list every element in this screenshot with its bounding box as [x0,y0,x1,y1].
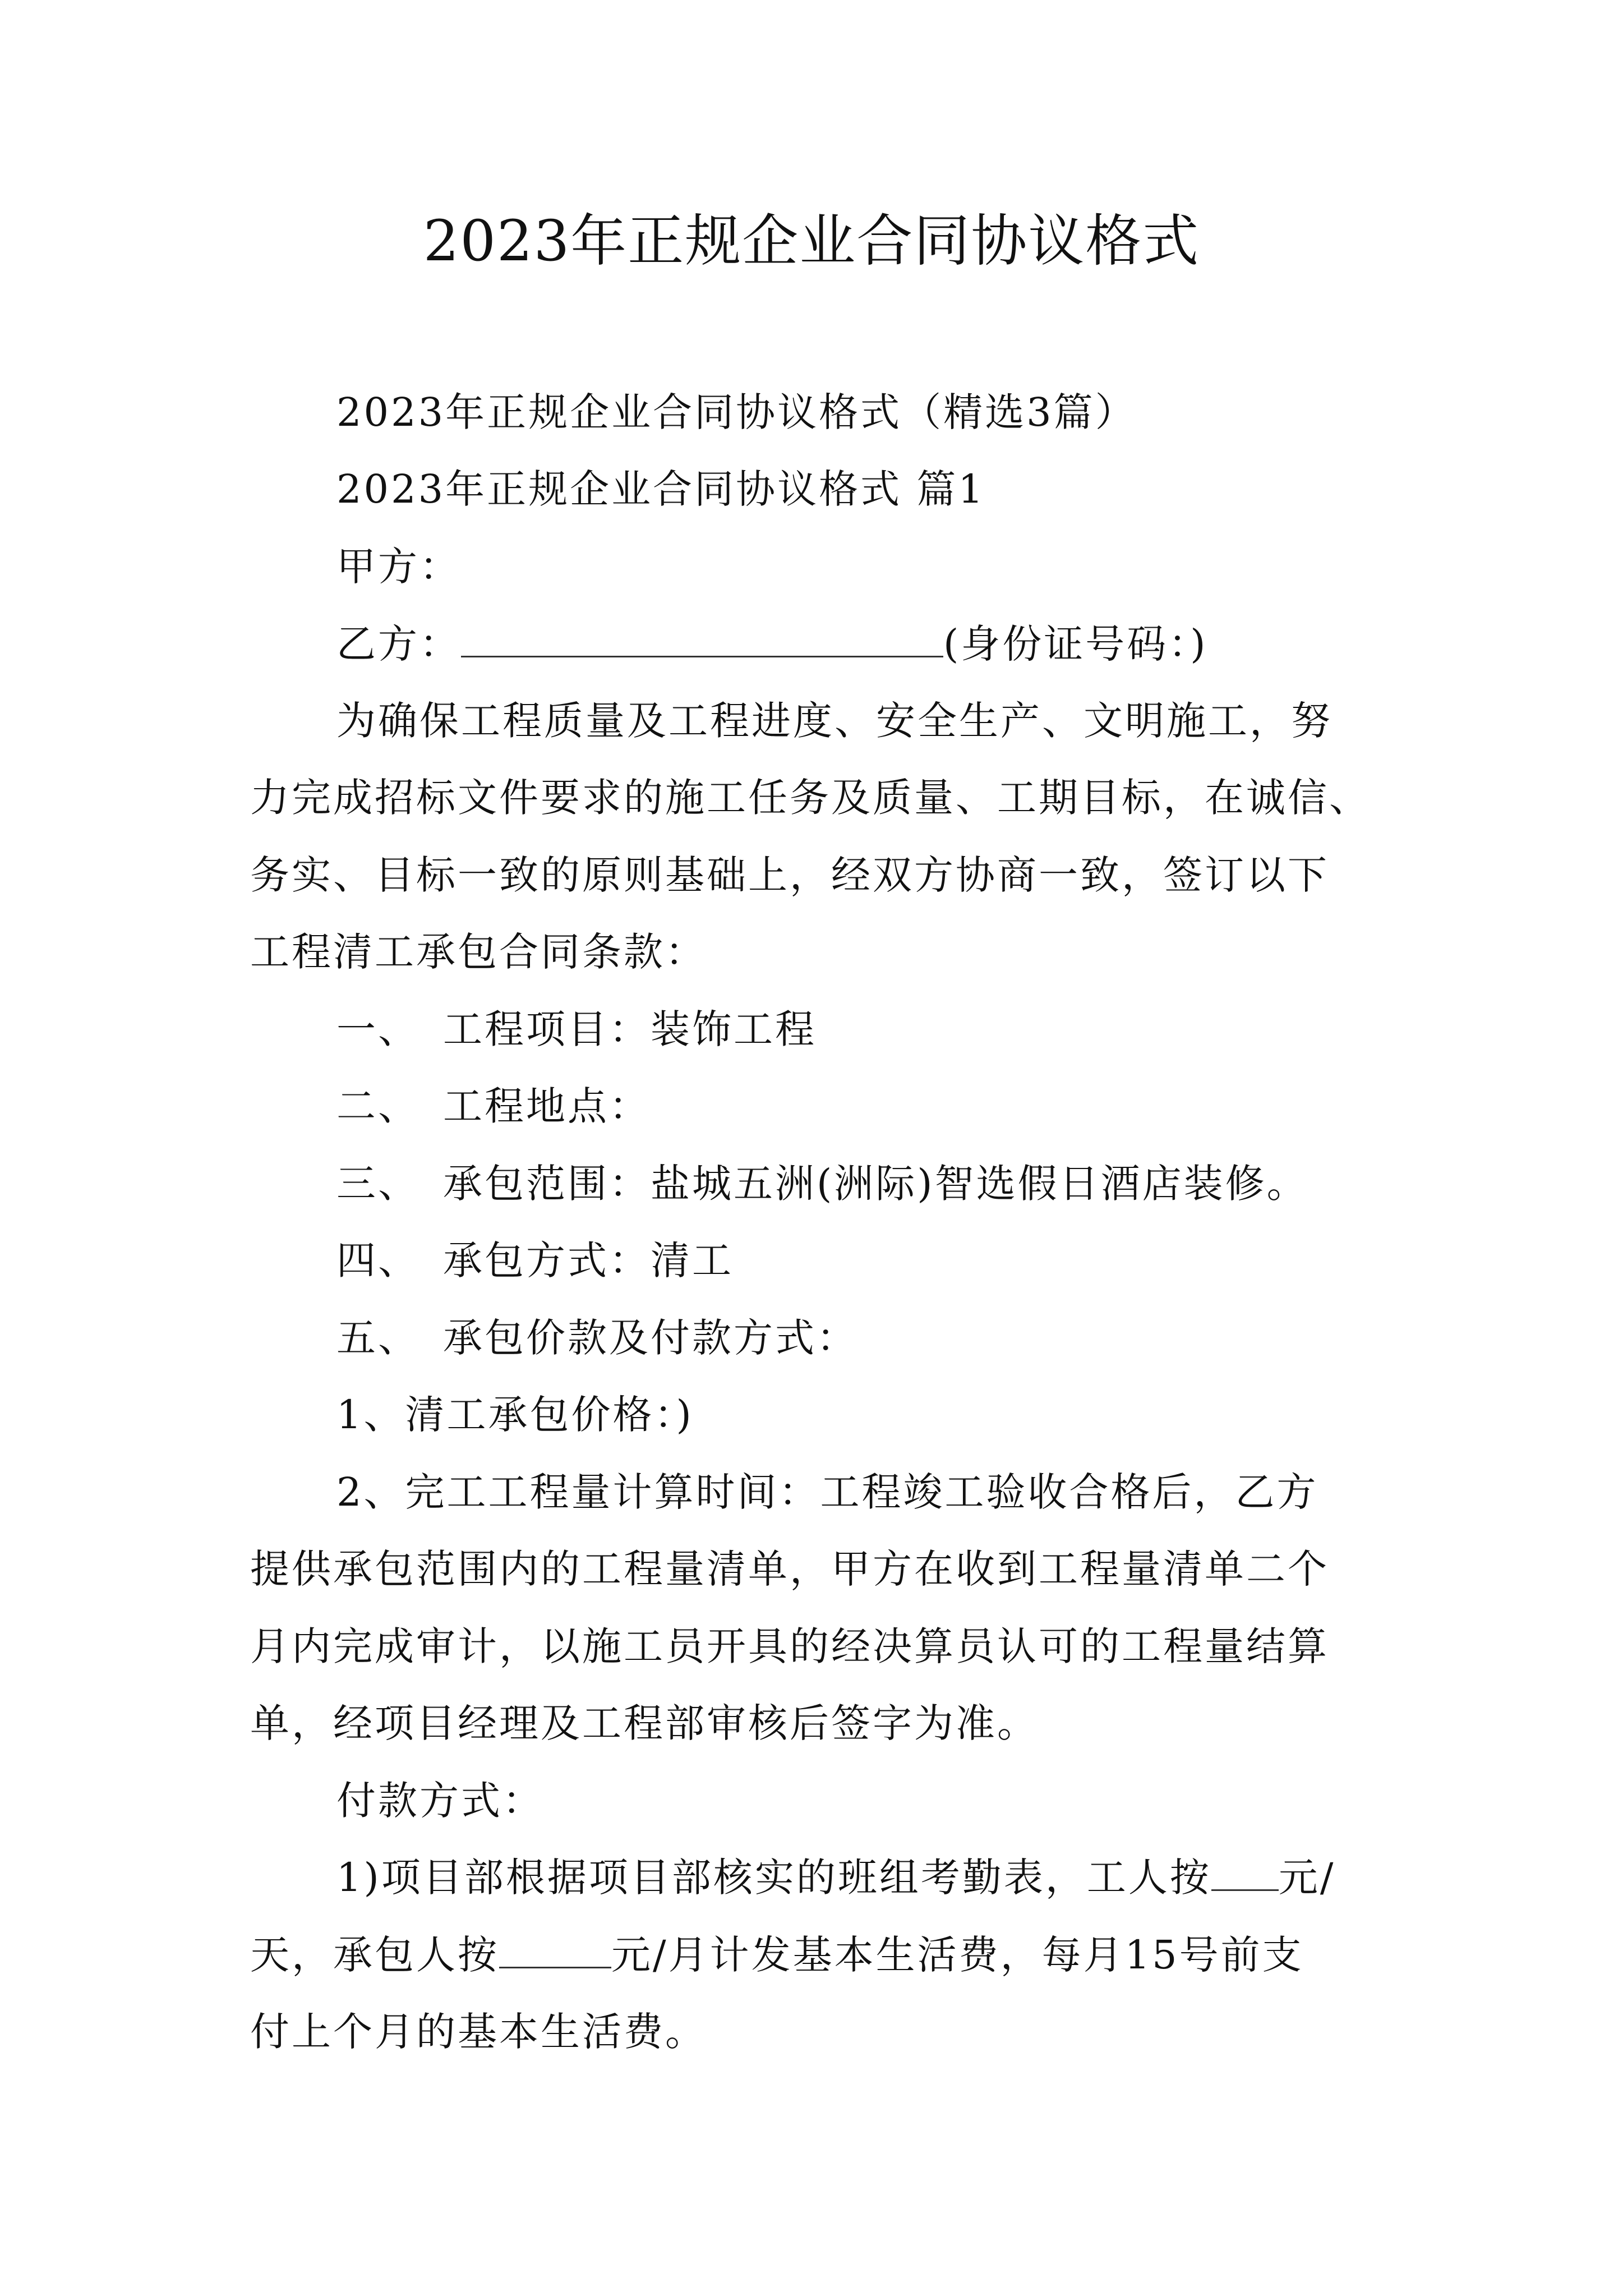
item-text: 承包方式：清工 [443,1237,734,1283]
item-5 [336,1310,858,1366]
payment-line-1-unit: 元/ [1278,1855,1336,1901]
intro-line-2: 力完成招标文件要求的施工任务及质量、工期目标，在诚信、 [250,775,1371,821]
payment-line-3: 付上个月的基本生活费。 [250,2009,707,2055]
section-heading: 2023年正规企业合同协议格式 篇1 [336,466,985,512]
payment-line-1-text: 1)项目部根据项目部核实的班组考勤表，工人按 [336,1855,1211,1901]
item-number: 五、 [336,1315,419,1361]
payment-line-2-text: 天，承包人按 [250,1932,499,1978]
item-1 [336,1001,817,1057]
item-text: 承包范围：盐城五洲(洲际)智选假日酒店装修。 [443,1161,1308,1207]
party-b-blank [461,622,943,657]
item-2 [336,1078,651,1134]
calc-line-2: 提供承包范围内的工程量清单，甲方在收到工程量清单二个 [250,1546,1329,1592]
intro-line-1: 为确保工程质量及工程进度、安全生产、文明施工，努 [336,698,1332,744]
daily-rate-blank [1211,1856,1279,1891]
item-4 [336,1232,734,1289]
item-number: 四、 [336,1237,419,1283]
party-b-id-label: (身份证号码：) [943,621,1208,667]
price-line: 1、清工承包价格：) [336,1392,694,1438]
payment-line-1 [336,1849,1335,1906]
payment-line-2-rest: 元/月计发基本生活费，每月15号前支 [611,1932,1304,1978]
item-text: 工程项目：装饰工程 [443,1006,817,1052]
payment-line-2 [250,1927,1304,1983]
item-number: 一、 [336,1006,419,1052]
party-b-line [336,616,1208,672]
party-a-label: 甲方： [336,544,461,590]
item-number: 三、 [336,1161,419,1207]
item-number: 二、 [336,1083,419,1129]
document-subtitle: 2023年正规企业合同协议格式（精选3篇） [336,389,1137,435]
payment-heading: 付款方式： [336,1778,544,1824]
intro-line-3: 务实、目标一致的原则基础上，经双方协商一致，签订以下 [250,852,1329,898]
calc-line-3: 月内完成审计，以施工员开具的经决算员认可的工程量结算 [250,1623,1329,1669]
party-b-label: 乙方： [336,621,461,667]
item-text: 承包价款及付款方式： [443,1315,858,1361]
item-3 [336,1156,1308,1212]
calc-line-4: 单，经项目经理及工程部审核后签字为准。 [250,1700,1039,1746]
item-text: 工程地点： [443,1083,651,1129]
monthly-rate-blank [499,1933,611,1968]
document-title: 2023年正规企业合同协议格式 [423,208,1200,274]
intro-line-4: 工程清工承包合同条款： [250,929,707,975]
calc-line-1: 2、完工工程量计算时间：工程竣工验收合格后，乙方 [336,1469,1318,1515]
